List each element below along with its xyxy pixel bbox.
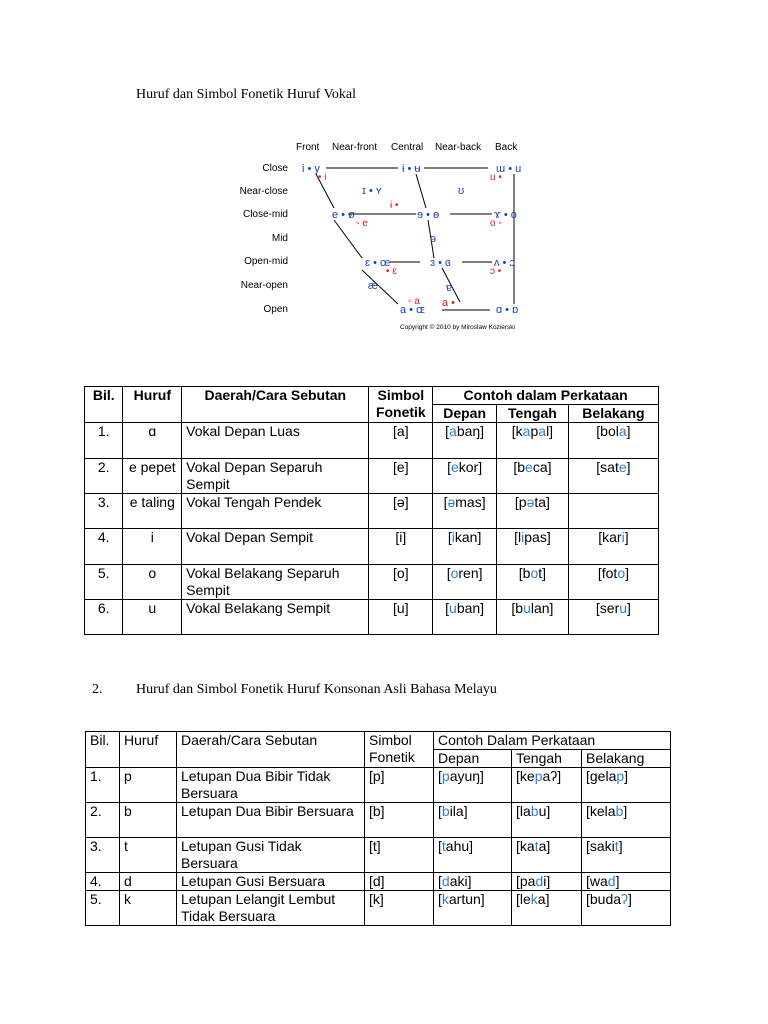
row-example-belakang (568, 600, 658, 635)
word-part: [le (516, 891, 531, 907)
row-huruf: t (120, 838, 177, 873)
highlighted-letter: e (525, 459, 533, 475)
symbol-close-mid-central: ɘ • ɵ (417, 209, 440, 221)
highlighted-letter: o (450, 565, 459, 581)
table-row (86, 768, 671, 803)
header-depan: Depan (434, 750, 512, 768)
word-part: aʔ] (542, 768, 562, 784)
row-daerah: Letupan Gusi Bersuara (177, 873, 365, 891)
word-part: [pa (516, 873, 536, 889)
row-simbol: [ə] (369, 494, 433, 529)
vowel-section-heading: Huruf dan Simbol Fonetik Huruf Vokal (136, 87, 356, 102)
chart-row-open-mid: Open-mid (244, 256, 288, 267)
header-tengah: Tengah (496, 405, 568, 423)
row-example-belakang (582, 803, 671, 838)
word-part: [ (438, 838, 442, 854)
row-example-tengah (512, 768, 582, 803)
header-contoh: Contoh dalam Perkataan (433, 387, 659, 405)
row-huruf: e pepet (123, 459, 182, 494)
row-example-tengah (496, 600, 568, 635)
word-part: ban] (456, 600, 485, 616)
highlighted-letter: i (621, 529, 625, 545)
highlighted-letter: u (619, 600, 628, 616)
highlighted-letter: u (449, 600, 457, 616)
word-part: [buda (586, 891, 622, 907)
red-symbol-barred-i: ɨ • (390, 200, 399, 211)
word-part: [ (446, 565, 451, 581)
row-bil: 1. (86, 768, 120, 803)
vowel-table (84, 386, 659, 635)
highlighted-letter: i (521, 529, 525, 545)
word-part: ] (625, 565, 629, 581)
word-part: [b (511, 600, 524, 616)
highlighted-letter: d (441, 873, 450, 889)
highlighted-letter: a (538, 423, 547, 439)
word-part: ta] (534, 494, 550, 510)
table-row (86, 803, 671, 838)
header-daerah: Daerah/Cara Sebutan (182, 387, 369, 423)
chart-row-near-open: Near-open (240, 280, 288, 291)
header-huruf: Huruf (120, 732, 177, 768)
chart-row-near-close: Near-close (239, 186, 288, 197)
consonant-table (85, 731, 671, 926)
highlighted-letter: p (534, 768, 543, 784)
row-simbol: [k] (365, 891, 434, 926)
header-contoh: Contoh Dalam Perkataan (434, 732, 671, 750)
red-symbol-o: o ◦ (490, 218, 502, 229)
highlighted-letter: e (450, 459, 459, 475)
red-symbol-i: • i (318, 172, 327, 183)
row-bil: 4. (86, 873, 120, 891)
highlighted-letter: b (530, 803, 539, 819)
row-simbol: [i] (369, 529, 433, 565)
row-huruf: b (120, 803, 177, 838)
word-part: ren] (458, 565, 483, 581)
word-part: ] (628, 891, 632, 907)
row-example-tengah (496, 423, 568, 459)
consonant-section-heading: Huruf dan Simbol Fonetik Huruf Konsonan Asli Bahasa Melayu (136, 682, 497, 697)
symbol-close-mid-back: ɤ • o (494, 209, 517, 221)
highlighted-letter: k (441, 891, 449, 907)
symbol-mid-central: ə (430, 233, 437, 245)
row-example-depan (433, 600, 497, 635)
row-huruf: o (123, 565, 182, 600)
row-daerah: Vokal Depan Separuh Sempit (182, 459, 369, 494)
word-part: [ (445, 600, 450, 616)
row-daerah: Vokal Depan Luas (182, 423, 369, 459)
word-part: artun] (448, 891, 485, 907)
word-part: [la (516, 803, 531, 819)
symbol-near-open-front: æ (368, 280, 378, 292)
chart-column-front: Front (296, 142, 320, 153)
chart-column-back: Back (495, 142, 518, 153)
row-simbol: [e] (369, 459, 433, 494)
word-part: [b (513, 459, 526, 475)
highlighted-letter: ə (447, 494, 456, 510)
word-part: t] (538, 565, 547, 581)
highlighted-letter: a (618, 423, 627, 439)
highlighted-letter: o (617, 565, 626, 581)
chart-trapezoid (316, 168, 514, 310)
word-part: aki] (449, 873, 472, 889)
row-daerah: Letupan Dua Bibir Tidak Bersuara (177, 768, 365, 803)
row-bil: 5. (86, 891, 120, 926)
table-row (85, 565, 659, 600)
chart-row-open: Open (263, 304, 288, 315)
highlighted-letter: ə (526, 494, 535, 510)
row-example-belakang (568, 565, 658, 600)
word-part: ] (624, 529, 629, 545)
word-part: i] (543, 873, 551, 889)
row-example-tengah (496, 529, 568, 565)
row-example-depan (433, 459, 497, 494)
highlighted-letter: ʔ (621, 891, 629, 907)
red-symbol-a-front: ◦ a (408, 296, 420, 307)
symbol-close-front: i • y (302, 163, 320, 175)
row-bil: 3. (86, 838, 120, 873)
row-example-depan (433, 423, 497, 459)
row-example-depan (434, 891, 512, 926)
row-example-belakang (582, 873, 671, 891)
word-part: ] (626, 459, 631, 475)
row-daerah: Vokal Tengah Pendek (182, 494, 369, 529)
table-row (85, 494, 659, 529)
word-part: a] (537, 891, 550, 907)
word-part: [ser (595, 600, 620, 616)
word-part: ] (623, 803, 628, 819)
word-part: p (530, 423, 539, 439)
highlighted-letter: d (535, 873, 544, 889)
table-row (86, 838, 671, 873)
word-part: pas] (524, 529, 551, 545)
row-example-depan (434, 838, 512, 873)
row-bil: 2. (85, 459, 123, 494)
table-row (85, 423, 659, 459)
symbol-open-mid-central: ɜ • ɞ (430, 257, 451, 269)
row-daerah: Vokal Depan Sempit (182, 529, 369, 565)
row-example-depan (434, 873, 512, 891)
red-symbol-epsilon: • ɛ (386, 266, 397, 277)
header-bil: Bil. (86, 732, 120, 768)
word-part: [kar (598, 529, 622, 545)
vowel-chart (228, 134, 538, 334)
word-part: [fot (597, 565, 618, 581)
highlighted-letter: u (523, 600, 531, 616)
header-simbol: Simbol Fonetik (365, 732, 434, 768)
word-part: [ (445, 423, 450, 439)
word-part: ] (627, 600, 631, 616)
row-bil: 5. (85, 565, 123, 600)
row-huruf: i (123, 529, 182, 565)
row-bil: 2. (86, 803, 120, 838)
word-part: kan] (454, 529, 482, 545)
word-part: [l (514, 529, 522, 545)
row-daerah: Vokal Belakang Sempit (182, 600, 369, 635)
red-symbol-u: u • (490, 172, 502, 183)
symbol-near-close-front: ɪ • ʏ (362, 185, 382, 197)
row-example-tengah (512, 803, 582, 838)
word-part: ayuŋ] (449, 768, 484, 784)
row-simbol: [o] (369, 565, 433, 600)
row-daerah: Letupan Gusi Tidak Bersuara (177, 838, 365, 873)
highlighted-letter: a (522, 423, 531, 439)
word-part: [kela (586, 803, 616, 819)
row-example-belakang (568, 529, 658, 565)
word-part: [ (438, 768, 442, 784)
symbol-open-mid-back: ʌ • ɔ (494, 257, 515, 269)
word-part: [sat (596, 459, 619, 475)
row-simbol: [d] (365, 873, 434, 891)
table-row (85, 600, 659, 635)
row-example-belakang (568, 459, 658, 494)
row-example-tengah (512, 838, 582, 873)
word-part: [ (438, 803, 442, 819)
row-example-depan (433, 565, 497, 600)
highlighted-letter: o (530, 565, 539, 581)
chart-row-mid: Mid (271, 233, 288, 244)
row-huruf: ɑ (123, 423, 182, 459)
word-part: [ (438, 891, 442, 907)
word-part: ca] (532, 459, 552, 475)
symbol-near-close-back: ʊ (458, 185, 465, 197)
word-part: ahu] (445, 838, 474, 854)
highlighted-letter: b (615, 803, 624, 819)
symbol-open-back: ɑ • ɒ (496, 304, 519, 316)
row-example-tengah (512, 873, 582, 891)
word-part: [saki (586, 838, 615, 854)
row-example-tengah (512, 891, 582, 926)
table-row (85, 529, 659, 565)
red-symbol-open-o: ɔ • (490, 266, 502, 277)
word-part: [b (518, 565, 531, 581)
word-part: [ (438, 873, 442, 889)
row-huruf: k (120, 891, 177, 926)
word-part: [ka (516, 838, 535, 854)
chart-row-close-mid: Close-mid (242, 209, 288, 220)
word-part: ] (624, 768, 629, 784)
word-part: a] (538, 838, 551, 854)
highlighted-letter: a (449, 423, 457, 439)
highlighted-letter: b (441, 803, 450, 819)
header-bil: Bil. (85, 387, 123, 423)
row-daerah: Letupan Dua Bibir Bersuara (177, 803, 365, 838)
header-belakang: Belakang (568, 405, 658, 423)
word-part: mas] (455, 494, 486, 510)
row-daerah: Letupan Lelangit Lembut Tidak Bersuara (177, 891, 365, 926)
row-example-depan (433, 529, 497, 565)
word-part: kor] (458, 459, 483, 475)
row-example-tengah (496, 494, 568, 529)
table-row (85, 459, 659, 494)
header-huruf: Huruf (123, 387, 182, 423)
symbol-close-central: ɨ • ʉ (402, 163, 421, 175)
row-simbol: [a] (369, 423, 433, 459)
word-part: [wa (586, 873, 608, 889)
highlighted-letter: t (441, 838, 446, 854)
word-part: l] (546, 423, 554, 439)
row-simbol: [p] (365, 768, 434, 803)
highlighted-letter: k (530, 891, 538, 907)
word-part: [p (514, 494, 527, 510)
symbol-open-front: a • ɶ (400, 304, 425, 316)
row-simbol: [b] (365, 803, 434, 838)
word-part: [ke (516, 768, 535, 784)
chart-column-near-back: Near-back (435, 142, 482, 153)
header-simbol: Simbol Fonetik (369, 387, 433, 423)
row-example-belakang (568, 494, 658, 529)
header-daerah: Daerah/Cara Sebutan (177, 732, 365, 768)
row-simbol: [u] (369, 600, 433, 635)
highlighted-letter: t (614, 838, 619, 854)
word-part: [k (511, 423, 523, 439)
header-tengah: Tengah (512, 750, 582, 768)
row-example-belakang (582, 838, 671, 873)
highlighted-letter: d (607, 873, 616, 889)
chart-column-central: Central (391, 142, 424, 153)
word-part: [ (443, 494, 448, 510)
table-row (86, 891, 671, 926)
consonant-section-number: 2. (92, 682, 103, 697)
highlighted-letter: t (534, 838, 539, 854)
highlighted-letter: p (441, 768, 450, 784)
row-example-depan (434, 803, 512, 838)
row-bil: 1. (85, 423, 123, 459)
highlighted-letter: p (616, 768, 625, 784)
row-simbol: [t] (365, 838, 434, 873)
header-belakang: Belakang (582, 750, 671, 768)
row-example-depan (433, 494, 497, 529)
row-example-belakang (582, 768, 671, 803)
table-row (86, 873, 671, 891)
row-bil: 4. (85, 529, 123, 565)
header-depan: Depan (433, 405, 497, 423)
word-part: ila] (449, 803, 468, 819)
word-part: [gela (586, 768, 617, 784)
word-part: baŋ] (456, 423, 485, 439)
word-part: ] (626, 423, 631, 439)
word-part: [bol (596, 423, 619, 439)
word-part: ] (615, 873, 620, 889)
symbol-close-back: ɯ • u (496, 163, 522, 175)
row-example-tengah (496, 565, 568, 600)
word-part: lan] (530, 600, 554, 616)
chart-column-near-front: Near-front (332, 142, 378, 153)
row-bil: 3. (85, 494, 123, 529)
row-huruf: e taling (123, 494, 182, 529)
row-example-depan (434, 768, 512, 803)
symbol-near-open-central: ɐ (446, 282, 453, 294)
chart-row-close: Close (262, 163, 288, 174)
red-symbol-e: ◦ e (356, 218, 368, 229)
row-huruf: p (120, 768, 177, 803)
symbol-close-mid-front: e • ø (332, 209, 355, 221)
row-huruf: u (123, 600, 182, 635)
row-example-belakang (582, 891, 671, 926)
highlighted-letter: i (451, 529, 455, 545)
word-part: ] (618, 838, 623, 854)
row-bil: 6. (85, 600, 123, 635)
row-example-belakang (568, 423, 658, 459)
chart-copyright: Copyright © 2010 by Miroslaw Kozierski (400, 324, 515, 331)
symbol-open-mid-front: ɛ • œ (365, 257, 391, 269)
row-huruf: d (120, 873, 177, 891)
highlighted-letter: e (618, 459, 627, 475)
row-example-tengah (496, 459, 568, 494)
word-part: u] (538, 803, 551, 819)
row-daerah: Vokal Belakang Separuh Sempit (182, 565, 369, 600)
word-part: [ (447, 529, 452, 545)
red-symbol-a-central: a • (442, 297, 456, 309)
word-part: [ (447, 459, 451, 475)
